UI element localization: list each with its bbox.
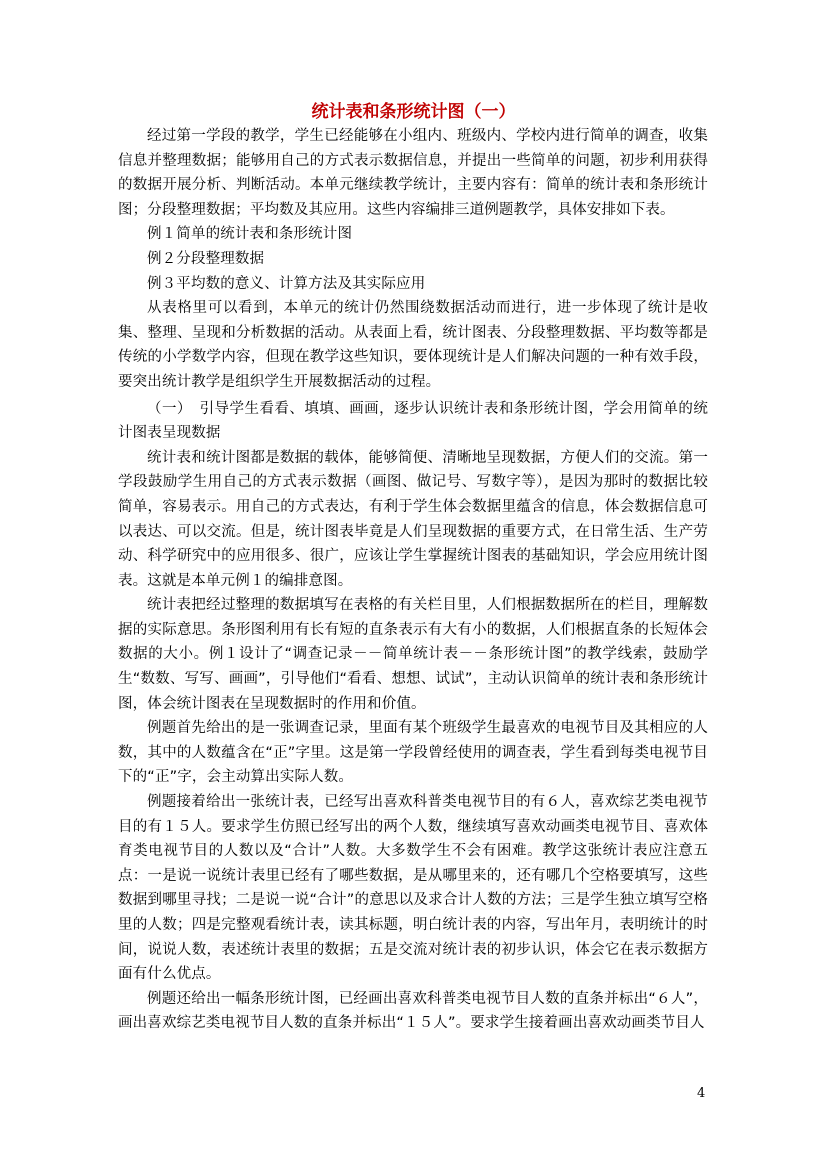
paragraph-example-2: 例２分段整理数据 [147, 250, 265, 267]
paragraph-charts-carrier: 统计表和统计图都是数据的载体，能够简便、清晰地呈现数据，方便人们的交流。第一学段鼓励学生用自己的方式表示数据（画图、做记号、写数字等），是因为那时的数据比较简单，容易表示。用自己的方式表达，有利于学生体会数据里蕴含的信息，体会数据信息可以表达、可以交流。但是，统计图表毕竟是人们呈现数据的重要方式，在日常生活、生产劳动、科学研究中的应用很多、很广，应该让学生掌握统计图表的基础知识，学会应用统计图表。这就是本单元例１的编排意图。 [118, 449, 708, 589]
paragraph-example-1: 例１简单的统计表和条形统计图 [147, 226, 353, 243]
paragraph-intro: 经过第一学段的教学，学生已经能够在小组内、班级内、学校内进行简单的调查，收集信息并整理数据；能够用自己的方式表示数据信息，并提出一些简单的问题，初步利用获得的数据开展分析、判断活动。本单元继续教学统计，主要内容有：简单的统计表和条形统计图；分段整理数据；平均数及其应用。这些内容编排三道例题教学，具体安排如下表。 [118, 128, 708, 218]
paragraph-statistics-table: 例题接着给出一张统计表，已经写出喜欢科普类电视节目的有６人，喜欢综艺类电视节目的有１５人。要求学生仿照已经写出的两个人数，继续填写喜欢动画类电视节目、喜欢体育类电视节目的人数以及“合计”人数。大多数学生不会有困难。教学这张统计表应注意五点：一是说一说统计表里已经有了哪些数据，是从哪里来的，还有哪几个空格要填写，这些数据到哪里寻找；二是说一说“合计”的意思以及求合计人数的方法；三是学生独立填写空格里的人数；四是完整观看统计表，读其标题，明白统计表的内容，写出年月，表明统计的时间，说说人数，表述统计表里的数据；五是交流对统计表的初步认识，体会它在表示数据方面有什么优点。 [118, 794, 708, 983]
paragraph-table-and-bar: 统计表把经过整理的数据填写在表格的有关栏目里，人们根据数据所在的栏目，理解数据的实际意思。条形图利用有长有短的直条表示有大有小的数据，人们根据直条的长短体会数据的大小。例１设计了“调查记录－－简单统计表－－条形统计图”的教学线索，鼓励学生“数数、写写、画画”，引导他们“看看、想想、试试”，主动认识简单的统计表和条形统计图，体会统计图表在呈现数据时的作用和价值。 [118, 597, 708, 712]
section-heading-1: （一） 引导学生看看、填填、画画，逐步认识统计表和条形统计图，学会用简单的统计图表呈现数据 [118, 400, 708, 442]
document-title: 统计表和条形统计图（一） [311, 102, 516, 122]
document-body [118, 124, 708, 1036]
page-number: 4 [697, 1086, 706, 1101]
paragraph-example-3: 例３平均数的意义、计算方法及其实际应用 [147, 275, 426, 292]
paragraph-bar-chart: 例题还给出一幅条形统计图，已经画出喜欢科普类电视节目人数的直条并标出“６人”，画出喜欢综艺类电视节目人数的直条并标出“１５人”。要求学生接着画出喜欢动画类节目人 [118, 990, 708, 1032]
paragraph-survey-record: 例题首先给出的是一张调查记录，里面有某个班级学生最喜欢的电视节目及其相应的人数，其中的人数蕴含在“正”字里。这是第一学段曾经使用的调查表，学生看到每类电视节目下的“正”字，会主动算出实际人数。 [118, 720, 708, 786]
paragraph-analysis: 从表格里可以看到，本单元的统计仍然围绕数据活动而进行，进一步体现了统计是收集、整理、呈现和分析数据的活动。从表面上看，统计图表、分段整理数据、平均数等都是传统的小学数学内容，但现在教学这些知识，要体现统计是人们解决问题的一种有效手段，要突出统计教学是组织学生开展数据活动的过程。 [118, 300, 708, 390]
